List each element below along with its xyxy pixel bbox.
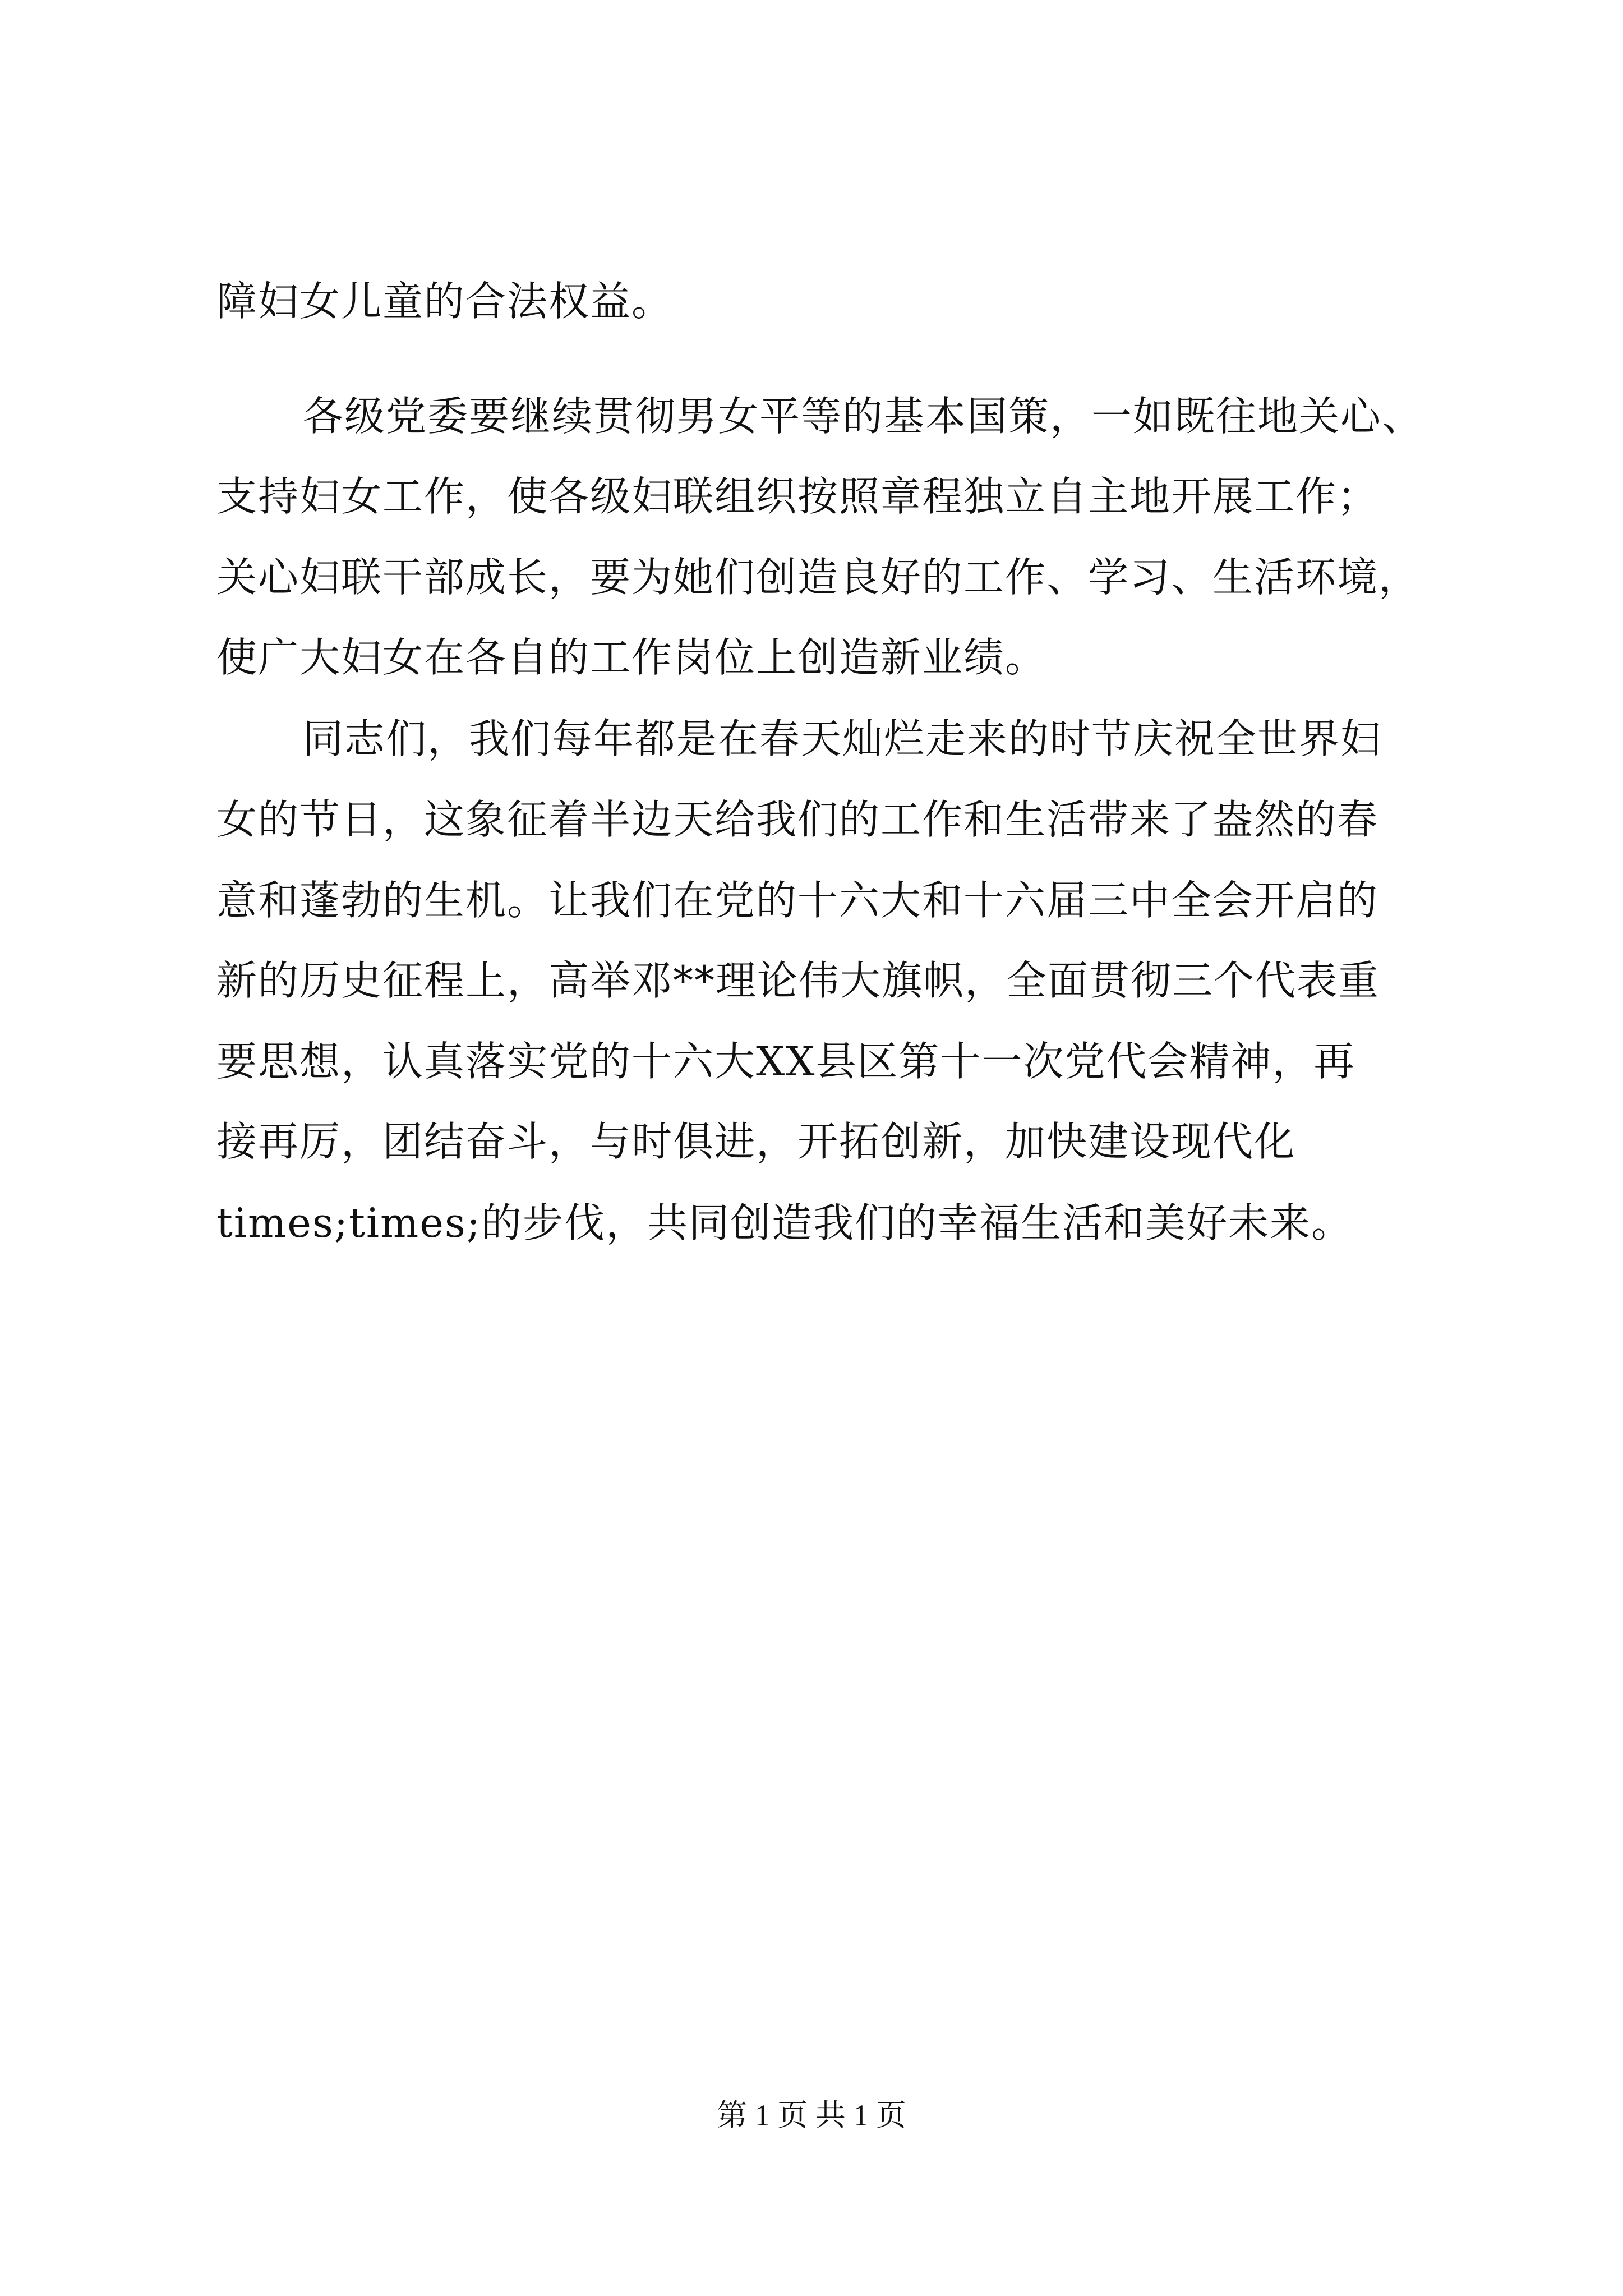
body-line-10: 要思想，认真落实党的十六大XX县区第十一次党代会精神，再 [216,1038,1355,1085]
body-line-1: 障妇女儿童的合法权益。 [216,278,674,325]
body-line-9: 新的历史征程上，高举邓**理论伟大旗帜，全面贯彻三个代表重 [216,957,1380,1004]
body-line-6: 同志们，我们每年都是在春天灿烂走来的时节庆祝全世界妇 [303,715,1382,762]
body-line-11: 接再厉，团结奋斗，与时俱进，开拓创新，加快建设现代化 [216,1118,1296,1165]
body-line-2: 各级党委要继续贯彻男女平等的基本国策，一如既往地关心、 [303,393,1424,440]
body-line-5: 使广大妇女在各自的工作岗位上创造新业绩。 [216,634,1047,681]
body-line-4: 关心妇联干部成长，要为她们创造良好的工作、学习、生活环境， [216,554,1421,601]
body-line-7: 女的节日，这象征着半边天给我们的工作和生活带来了盎然的春 [216,796,1379,843]
page-footer: 第 1 页 共 1 页 [717,2099,906,2132]
body-line-8: 意和蓬勃的生机。让我们在党的十六大和十六届三中全会开启的 [216,877,1379,924]
body-line-12: times;times;的步伐，共同创造我们的幸福生活和美好未来。 [216,1199,1353,1246]
body-line-3: 支持妇女工作，使各级妇联组织按照章程独立自主地开展工作； [216,473,1379,520]
